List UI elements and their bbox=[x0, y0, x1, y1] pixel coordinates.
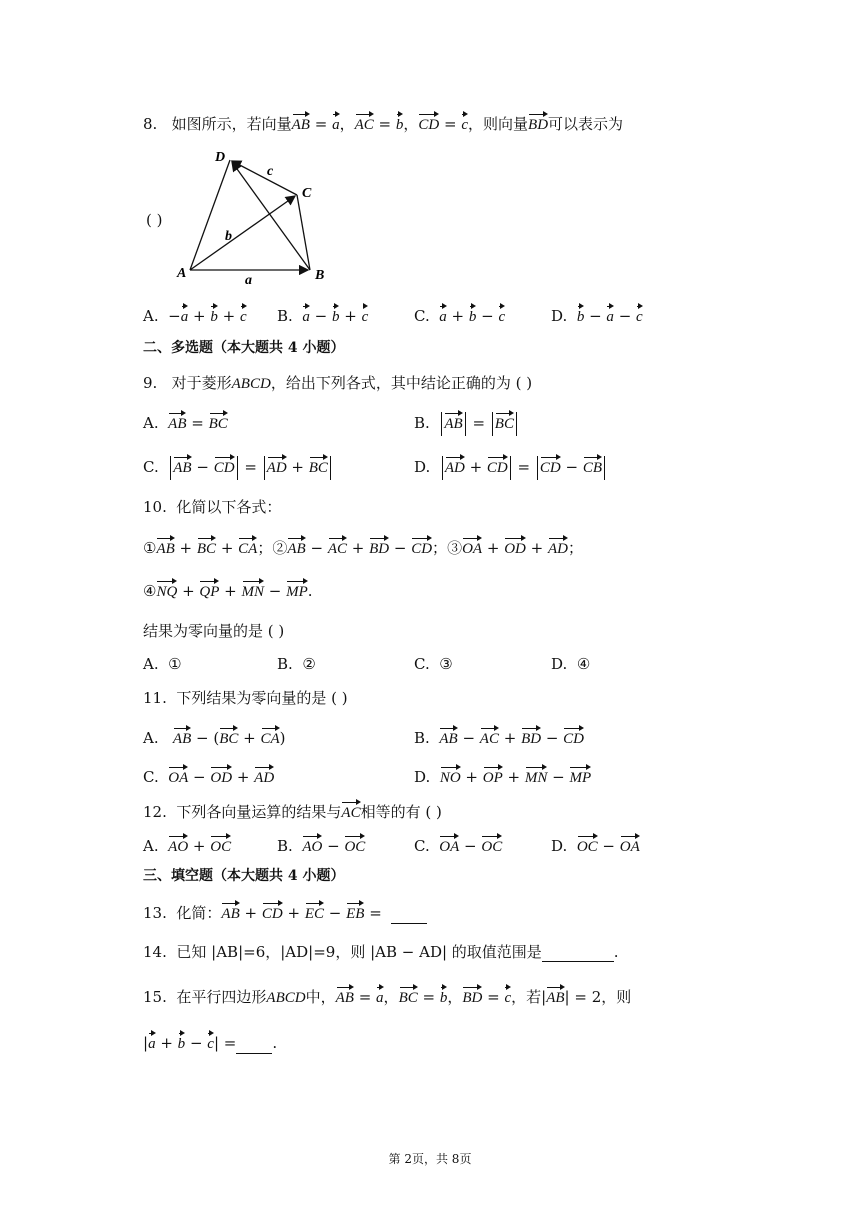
question-8-figure bbox=[175, 145, 340, 285]
label-b: b bbox=[225, 229, 232, 244]
q11-option-b[interactable]: B. AB − AC + BD − CD bbox=[414, 729, 585, 747]
question-10-exprs-1: ①AB + BC + CA；②AB − AC + BD − CD；③OA + OD + AD； bbox=[143, 539, 583, 557]
section-3-title: 三、填空题（本大题共 4 小题） bbox=[143, 868, 345, 884]
edge-AD bbox=[190, 160, 230, 270]
q8-option-a[interactable]: A. −a + b + c bbox=[143, 307, 247, 325]
q8-option-b[interactable]: B. a − b + c bbox=[277, 307, 369, 325]
page-footer: 第 2页，共 8页 bbox=[388, 1152, 472, 1166]
q9-option-c[interactable]: C. AB − CD = AD + BC bbox=[143, 456, 333, 480]
q12-option-b[interactable]: B. AO − OC bbox=[277, 837, 366, 855]
q11-option-c[interactable]: C. OA − OD + AD bbox=[143, 768, 275, 786]
q8-option-d[interactable]: D. b − a − c bbox=[551, 307, 643, 325]
q12-option-d[interactable]: D. OC − OA bbox=[551, 837, 640, 855]
q10-option-a[interactable]: A. ① bbox=[143, 655, 182, 673]
question-12-stem: 12. 下列各向量运算的结果与AC相等的有 ( ) bbox=[143, 803, 442, 821]
question-8-paren: ( ) bbox=[146, 211, 163, 229]
point-C: C bbox=[302, 186, 312, 201]
q15-answer-blank[interactable] bbox=[236, 1033, 272, 1054]
label-a: a bbox=[245, 273, 252, 285]
q12-option-c[interactable]: C. OA − OC bbox=[414, 837, 503, 855]
point-B: B bbox=[315, 268, 325, 283]
q9-option-b[interactable]: B. AB = BC bbox=[414, 412, 519, 436]
question-9-stem: 9. 对于菱形ABCD，给出下列各式，其中结论正确的为 ( ) bbox=[143, 374, 533, 392]
section-2-title: 二、多选题（本大题共 4 小题） bbox=[143, 340, 345, 356]
q11-option-d[interactable]: D. NO + OP + MN − MP bbox=[414, 768, 592, 786]
q10-option-c[interactable]: C. ③ bbox=[414, 655, 453, 673]
question-10-stem: 10. 化简以下各式： bbox=[143, 498, 282, 516]
edge-CB bbox=[297, 195, 310, 270]
question-10-tail: 结果为零向量的是 ( ) bbox=[143, 622, 285, 640]
q10-option-d[interactable]: D. ④ bbox=[551, 655, 591, 673]
q10-option-b[interactable]: B. ② bbox=[277, 655, 316, 673]
label-c: c bbox=[267, 164, 274, 179]
vector-b bbox=[190, 196, 295, 270]
vector-c bbox=[232, 161, 297, 195]
q9-option-d[interactable]: D. AD + CD = CD − CB bbox=[414, 456, 607, 480]
question-8-stem: 8. 如图所示，若向量AB = a，AC = b，CD = c，则向量BD可以表示为 bbox=[143, 115, 624, 133]
question-10-exprs-2: ④NQ + QP + MN − MP. bbox=[143, 582, 313, 600]
point-D: D bbox=[215, 150, 226, 165]
question-13: 13. 化简：AB + CD + EC − EB = bbox=[143, 902, 427, 924]
q12-option-a[interactable]: A. AO + OC bbox=[143, 837, 232, 855]
q9-option-a[interactable]: A. AB = BC bbox=[143, 414, 228, 432]
q11-option-a[interactable]: A. AB − (BC + CA) bbox=[143, 729, 286, 747]
q13-answer-blank[interactable] bbox=[391, 903, 427, 924]
question-15-line-2: |a + b − c| = . bbox=[143, 1034, 278, 1052]
question-11-stem: 11. 下列结果为零向量的是 ( ) bbox=[143, 689, 348, 707]
q14-answer-blank[interactable] bbox=[542, 941, 614, 962]
point-A: A bbox=[177, 266, 187, 281]
question-14: 14. 已知 |AB|=6，|AD|=9，则 |AB − AD| 的取值范围是 . bbox=[143, 943, 619, 961]
q8-option-c[interactable]: C. a + b − c bbox=[414, 307, 506, 325]
question-15-line-1: 15. 在平行四边形ABCD中，AB = a，BC = b，BD = c，若|AB| = 2，则 bbox=[143, 988, 632, 1006]
